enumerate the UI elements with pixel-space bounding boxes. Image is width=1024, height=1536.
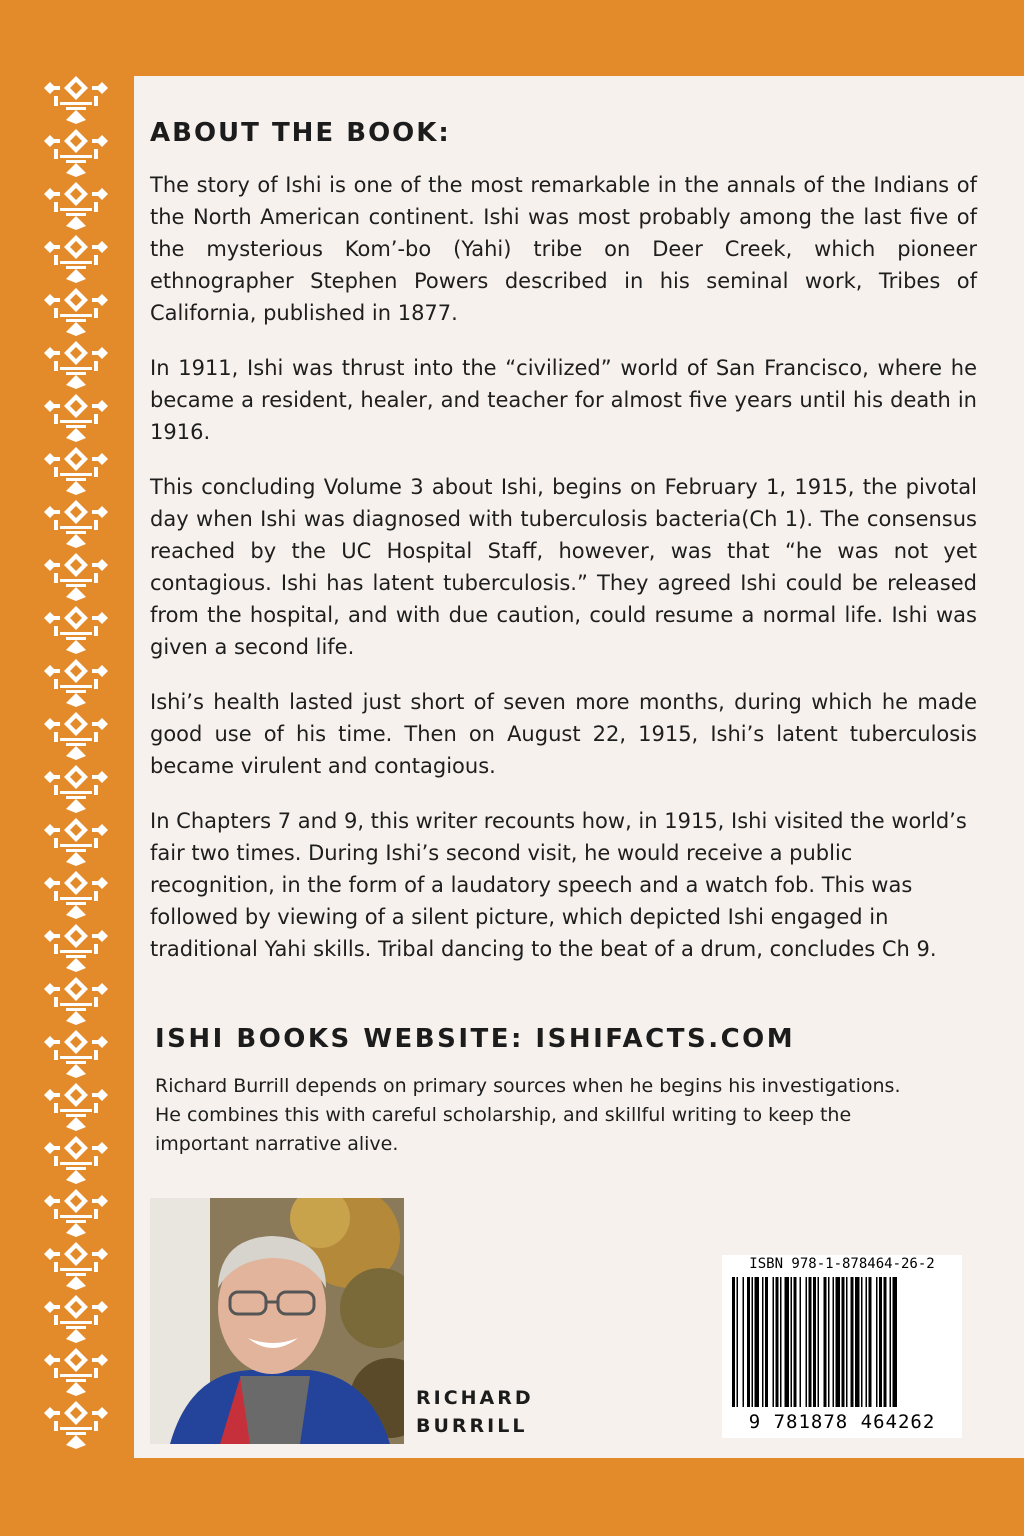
author-name <box>416 1384 534 1440</box>
tribal-pattern-border <box>40 74 112 1460</box>
about-paragraph-1: The story of Ishi is one of the most remarkable in the annals of the Indians of the North American continent. Ishi was most probably among the last five of the mysterious Kom’-bo (Yahi) tribe on Deer Creek, which pioneer ethnographer Stephen Powers described in his seminal work, Tribes of California, published in 1877. <box>150 173 977 325</box>
barcode-bars <box>722 1273 962 1413</box>
author-bio: Richard Burrill depends on primary sources when he begins his investigations. He combines this with careful scholarship, and skillful writing to keep the important narrative alive. <box>155 1075 901 1155</box>
about-paragraph-2: In 1911, Ishi was thrust into the “civilized” world of San Francisco, where he became a resident, healer, and teacher for almost five years until his death in 1916. <box>150 356 977 444</box>
about-paragraph-4: Ishi’s health lasted just short of seven more months, during which he made good use of his time. Then on August 22, 1915, Ishi’s latent tuberculosis became virulent and contagious. <box>150 690 977 778</box>
about-paragraph-3: This concluding Volume 3 about Ishi, begins on February 1, 1915, the pivotal day when Ishi was diagnosed with tuberculosis bacteria(Ch 1). The consensus reached by the UC Hospital Staff, however, was that “he was not yet contagious. Ishi has latent tuberculosis.” They agreed Ishi could be released from the hospital, and with due caution, could resume a normal life. Ishi was given a second life. <box>150 475 977 659</box>
author-first-name: RICHARD <box>416 1387 534 1409</box>
website-heading: ISHI BOOKS WEBSITE: ISHIFACTS.COM <box>155 1024 796 1054</box>
author-last-name: BURRILL <box>416 1415 528 1437</box>
about-heading: ABOUT THE BOOK: <box>150 118 451 148</box>
about-paragraph-5: In Chapters 7 and 9, this writer recounts how, in 1915, Ishi visited the world’s fair two times. During Ishi’s second visit, he would receive a public recognition, in the form of a laudatory speech and a watch fob. This was followed by viewing of a silent picture, which depicted Ishi engaged in traditional Yahi skills. Tribal dancing to the beat of a drum, concludes Ch 9. <box>150 809 967 961</box>
author-photo <box>150 1198 404 1444</box>
isbn-label: ISBN 978-1-878464-26-2 <box>749 1256 935 1272</box>
barcode-digits: 9 781878 464262 <box>748 1411 936 1433</box>
isbn-barcode <box>722 1255 962 1438</box>
